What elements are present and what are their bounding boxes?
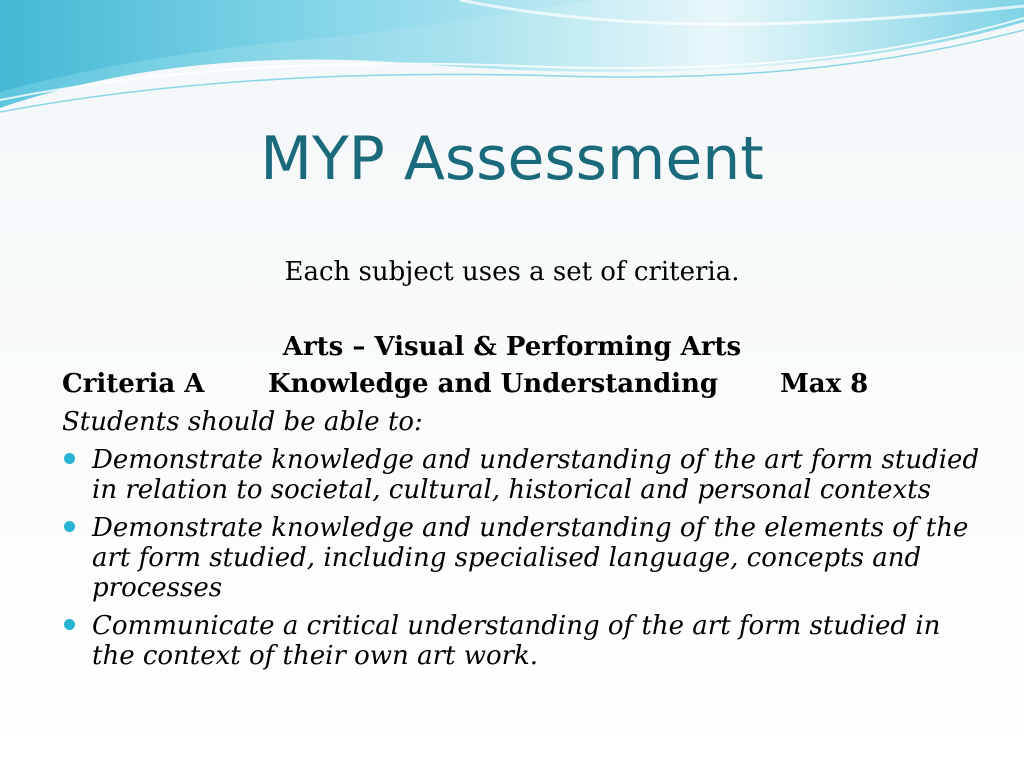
bullet-text: Communicate a critical understanding of the art form studied in the context of their own art work. — [92, 611, 941, 671]
arts-heading: Arts – Visual & Performing Arts — [282, 332, 742, 362]
bullet-list — [62, 445, 982, 679]
slide-subtitle: Each subject uses a set of criteria. — [284, 257, 740, 287]
criteria-name: Knowledge and Understanding — [268, 369, 719, 399]
slide-title: MYP Assessment — [260, 124, 764, 194]
bullet-dot-icon — [64, 453, 75, 464]
bullet-text: Demonstrate knowledge and understanding of the elements of the art form studied, including specialised language, concepts and processes — [92, 513, 969, 603]
bullet-text: Demonstrate knowledge and understanding of the art form studied in relation to societal, cultural, historical and personal contexts — [92, 445, 980, 505]
criteria-row — [62, 367, 962, 401]
list-item — [62, 445, 982, 505]
list-item — [62, 611, 982, 671]
criteria-max: Max 8 — [780, 369, 869, 399]
bullet-dot-icon — [64, 521, 75, 532]
criteria-label: Criteria A — [62, 369, 205, 399]
students-intro: Students should be able to: — [62, 407, 423, 437]
header-wave-decoration — [0, 0, 1024, 120]
bullet-dot-icon — [64, 619, 75, 630]
list-item — [62, 513, 982, 603]
